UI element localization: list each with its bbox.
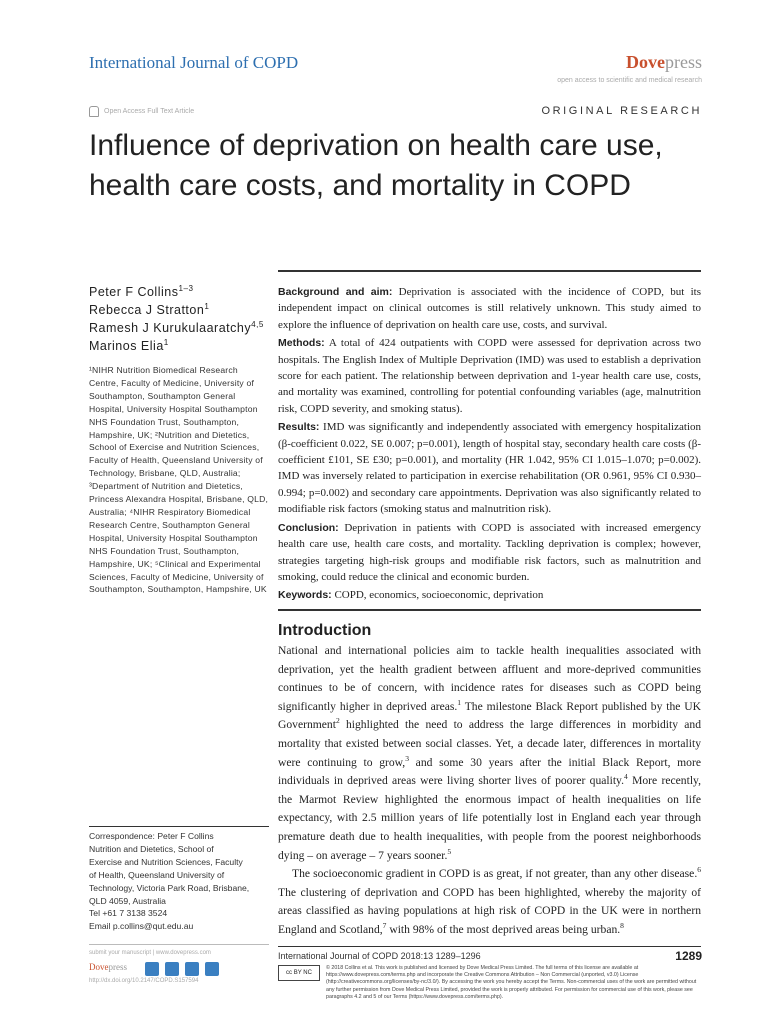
abstract-top-rule	[278, 270, 701, 272]
creative-commons-icon[interactable]: cc BY NC	[278, 965, 320, 981]
doi-link[interactable]: http://dx.doi.org/10.2147/COPD.S157594	[89, 978, 199, 984]
publisher-tagline: open access to scientific and medical research	[557, 77, 702, 84]
article-title: Influence of deprivation on health care use, health care costs, and mortality in COPD	[89, 129, 663, 202]
abstract-bottom-rule	[278, 609, 701, 611]
footer-logo[interactable]: Dovepress	[89, 962, 127, 972]
license-text: © 2018 Collins et al. This work is published and licensed by Dove Medical Press Limited. The full terms of this license are available at https://www.dovepress.com/terms.php and incorporate the Creative Commons Attribution – Non Commercial (unported, v3.0) License (http://creativecommons.org/licenses/by-nc/3.0/). By accessing the work you hereby accept the Terms. Non-commercial uses of the work are permitted without any further permission from Dove Medical Press Limited, provided the work is properly attributed. For permission for commercial use of this work, please see paragraphs 4.2 and 5 of our Terms (https://www.dovepress.com/terms.php).	[326, 965, 697, 1000]
open-lock-icon	[89, 106, 99, 117]
paragraph: National and international policies aim to tackle health inequalities associated with deprivation, yet the health gradient between affluent and more-deprived communities continues to be of concern, with incidence rates for diseases such as COPD being significantly higher in deprived areas.$^1$ The milestone Black Report published by the UK Government$^2$ highlighted the need to address the large differences in morbidity and mortality that existed between social classes. Yet, a decade later, differences in mortality were continuing to grow,$^3$ and some 30 years after the initial Black Report, more individuals in deprived areas were living shorter lives of poorer quality.$^4$ More recently, the Marmot Review highlighted the enormous impact of health inequalities on life expectancy, with 2.5 million years of life potentially lost in England each year through premature death due to health inequalities, with people from the poorest neighborhoods dying – on average – 7 years sooner.$^5$	[278, 644, 701, 862]
brand-dove: Dove	[626, 52, 665, 72]
open-access-label: Open Access Full Text Article	[104, 108, 195, 115]
abstract: Background and aim: Deprivation is associated with the incidence of COPD, but its independent impact on clinical outcomes is still relatively unknown. This study aimed to explore the influence of deprivation on health care use, costs, and survival. Methods: A total of 424 outpatients with COPD were assessed for deprivation across two hospitals. The English Index of Multiple Deprivation (IMD) was used to establish a deprivation score for each patient. The relationship between deprivation and 1-year health care use, costs, and mortality was examined, controlling for potential confounding variables (age, malnutrition risk, COPD severity, and smoking status). Results: IMD was significantly and independently associated with emergency hospitalization (β-coefficient 0.022, SE 0.007; p=0.001), length of hospital stay, secondary health care costs (β-coefficient £101, SE £30; p=0.001), and mortality (HR 1.042, 95% CI 1.015–1.070; p=0.002). IMD was inversely related to participation in exercise rehabilitation (OR 0.961, 95% CI 0.930–0.994; p=0.002) and secondary care appointments. Deprivation was also significantly related to modifiable risk factors (smoking status and malnutrition risk). Conclusion: Deprivation in patients with COPD is associated with increased emergency health care use, health care costs, and mortality. Tackling deprivation is complex; however, strategies targeting high-risk groups and modifiable risk factors, such as malnutrition and smoking, could reduce the clinical and economic burden. Keywords: COPD, economics, socioeconomic, deprivation	[278, 286, 702, 602]
linkedin-icon[interactable]	[185, 962, 199, 976]
publisher-logo[interactable]	[626, 52, 702, 73]
body-text	[278, 642, 701, 940]
author-list	[89, 283, 269, 355]
page-number: 1289	[675, 949, 702, 963]
social-links	[145, 962, 219, 976]
citation-line: International Journal of COPD 2018:13 1289–1296	[278, 951, 481, 961]
correspondence: Correspondence: Peter F Collins Nutrition and Dietetics, School of Exercise and Nutrition Sciences, Faculty of Health, Queensland University of Technology, Victoria Park Road, Brisbane, QLD 4059, Australia Tel +61 7 3138 3524 Email p.collins@qut.edu.au	[89, 830, 274, 933]
author[interactable]: Ramesh J Kurukulaaratchy$^{4,5}$	[89, 319, 264, 335]
twitter-icon[interactable]	[165, 962, 179, 976]
license-block	[278, 965, 701, 1001]
section-heading: Introduction	[278, 622, 372, 639]
author[interactable]: Rebecca J Stratton$^1$	[89, 301, 210, 317]
open-access-badge	[89, 106, 194, 117]
submit-link[interactable]: submit your manuscript | www.dovepress.com	[89, 950, 211, 956]
author[interactable]: Peter F Collins$^{1-3}$	[89, 283, 194, 299]
affiliations: ¹NIHR Nutrition Biomedical Research Centre, Faculty of Medicine, University of Southampton, Southampton General Hospital, University Hospital Southampton NHS Foundation Trust, Southampton, Hampshire, UK; ²Nutrition and Dietetics, School of Exercise and Nutrition Sciences, Faculty of Health, Queensland University of Technology, Brisbane, QLD, Australia; ³Department of Nutrition and Dietetics, Princess Alexandra Hospital, Brisbane, QLD, Australia; ⁴NIHR Respiratory Biomedical Research Centre, Southampton General Hospital, University Hospital Southampton NHS Foundation Trust, Southampton, Hampshire, UK; ⁵Clinical and Experimental Sciences, Faculty of Medicine, University of Southampton, Southampton, Hampshire, UK	[89, 365, 269, 595]
footer-rule-left	[89, 944, 269, 945]
facebook-icon[interactable]	[145, 962, 159, 976]
divider	[89, 826, 269, 827]
brand-press: press	[665, 52, 702, 72]
article-type: ORIGINAL RESEARCH	[541, 105, 702, 117]
footer-rule-right	[278, 946, 701, 947]
journal-name: International Journal of COPD	[89, 53, 299, 72]
youtube-icon[interactable]	[205, 962, 219, 976]
author[interactable]: Marinos Elia$^1$	[89, 337, 169, 353]
email-link[interactable]: Email p.collins@qut.edu.au	[89, 921, 194, 932]
paragraph: The socioeconomic gradient in COPD is as great, if not greater, than any other disease.$^6$ The clustering of deprivation and COPD has been highlighted, whereby the majority of areas classified as having populations at high risk of COPD in the UK were in northern England and Scotland,$^7$ with 98% of the most deprived areas being urban.$^8$	[278, 865, 701, 936]
